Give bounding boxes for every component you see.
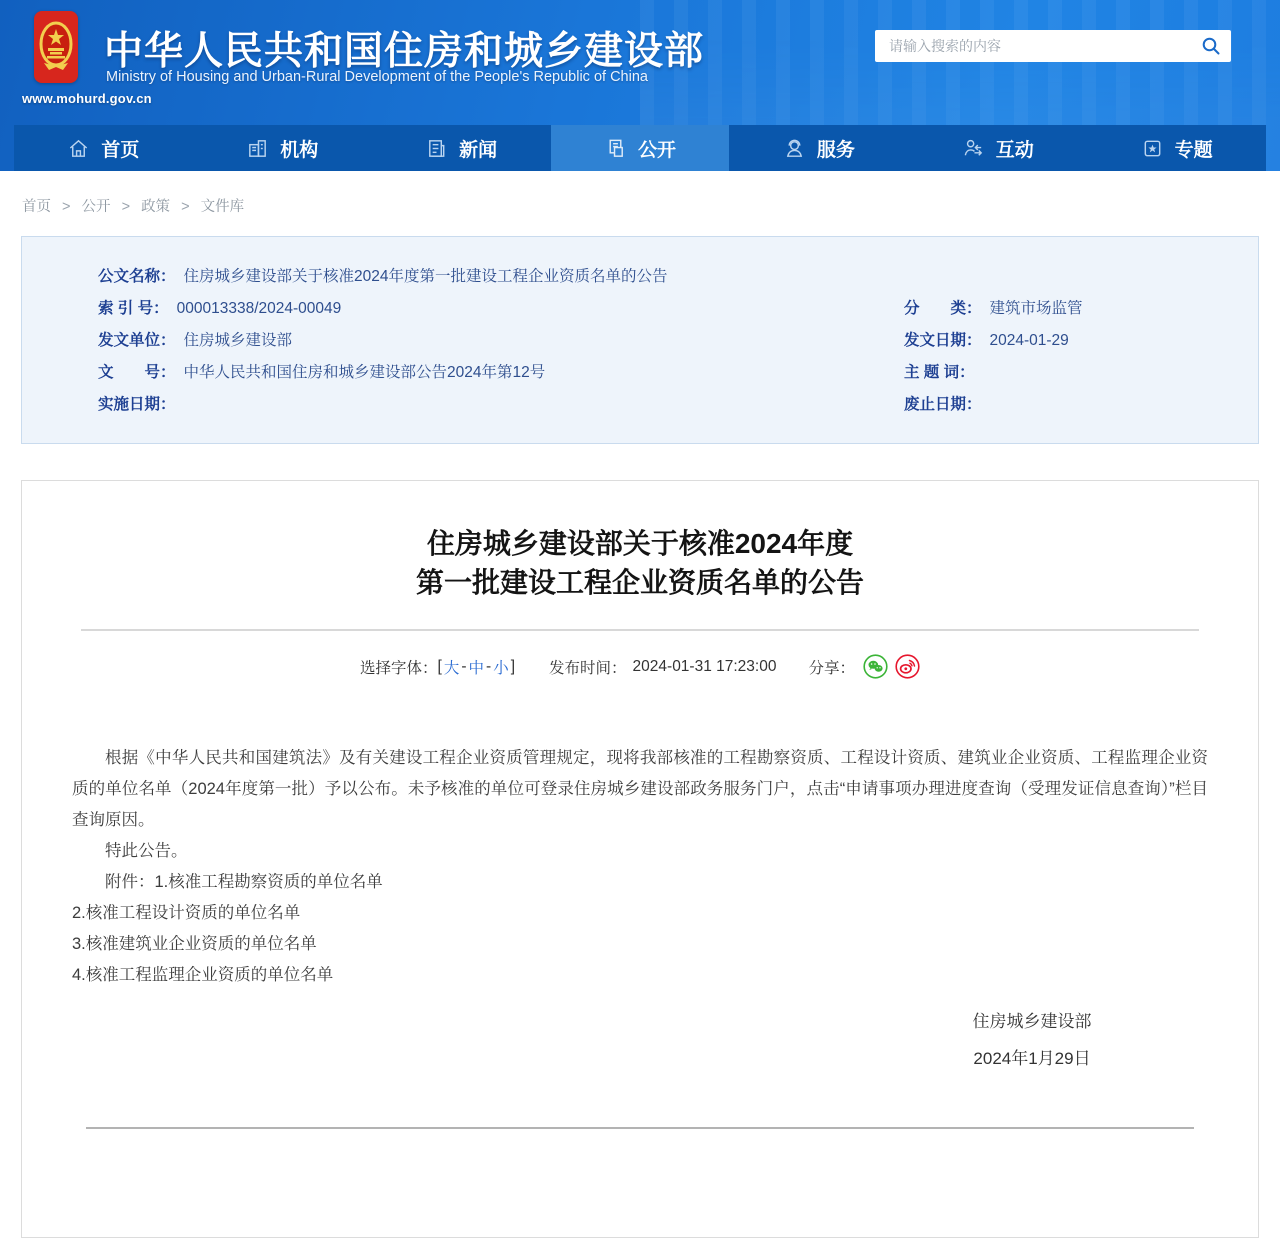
article-meta-bar [22, 654, 1258, 679]
meta-label-index-number: 索 引 号： [98, 300, 169, 317]
meta-label-subject-words: 主 题 词： [904, 364, 975, 381]
meta-row [98, 331, 1258, 351]
interaction-icon [962, 137, 985, 160]
article-card [21, 480, 1259, 1238]
attachment-item: 4.核准工程监理企业资质的单位名单 [72, 966, 334, 984]
meta-label-issuing-unit: 发文单位： [98, 332, 176, 349]
meta-row [98, 299, 1258, 319]
font-size-small[interactable]: 小 [493, 659, 509, 677]
breadcrumb-separator: > [62, 199, 71, 215]
nav-item-label: 服务 [816, 139, 855, 161]
breadcrumb-library[interactable]: 文件库 [200, 199, 245, 215]
font-selector-label: 选择字体： [360, 659, 438, 677]
breadcrumb-separator: > [121, 199, 131, 215]
share-label: 分享： [808, 659, 855, 677]
attachment-label: 附件： [105, 873, 155, 891]
breadcrumb-policy[interactable]: 政策 [141, 199, 171, 215]
meta-value-category: 建筑市场监管 [989, 300, 1083, 317]
bracket-open: [ [437, 657, 442, 675]
nav-item-disclosure[interactable] [551, 125, 730, 171]
disclosure-icon [604, 137, 627, 160]
nav-item-interaction[interactable] [908, 125, 1087, 171]
weibo-share-button[interactable] [895, 654, 920, 679]
signature-issuer: 住房城乡建设部 [972, 1012, 1092, 1031]
breadcrumb-home[interactable]: 首页 [22, 199, 51, 215]
signature-block [952, 1003, 1112, 1077]
breadcrumb-separator: > [181, 199, 190, 215]
meta-value-issue-date: 2024-01-29 [989, 332, 1069, 349]
font-size-selector [360, 656, 515, 678]
meta-value-doc-number: 中华人民共和国住房和城乡建设部公告2024年第12号 [183, 364, 546, 381]
meta-row-title [98, 267, 1258, 287]
header-banner [0, 0, 1280, 171]
share-icons [863, 654, 920, 679]
wechat-share-button[interactable] [863, 654, 888, 679]
nav-item-label: 公开 [638, 139, 677, 161]
national-emblem-icon [39, 18, 73, 76]
nav-item-news[interactable] [372, 125, 551, 171]
article-title-line1: 住房城乡建设部关于核准2024年度 [426, 528, 854, 559]
meta-value-index-number: 000013338/2024-00049 [176, 300, 342, 317]
nav-item-services[interactable] [729, 125, 908, 171]
nav-item-label: 新闻 [459, 139, 498, 161]
meta-value-doc-name: 住房城乡建设部关于核准2024年度第一批建设工程企业资质名单的公告 [183, 268, 668, 285]
meta-label-issue-date: 发文日期： [904, 332, 982, 349]
meta-label-doc-number: 文 号： [98, 364, 176, 381]
bracket-close: ] [510, 657, 516, 675]
article-body [22, 743, 1258, 1077]
meta-value-issuing-unit: 住房城乡建设部 [183, 332, 293, 349]
font-size-large[interactable]: 大 [443, 659, 460, 677]
search-button[interactable] [1191, 30, 1231, 62]
breadcrumb-disclosure[interactable]: 公开 [81, 199, 111, 215]
attachment-item: 3.核准建筑业企业资质的单位名单 [72, 935, 317, 953]
nav-item-label: 机构 [280, 139, 319, 161]
nav-item-home[interactable] [14, 125, 193, 171]
article-title-line2: 第一批建设工程企业资质名单的公告 [415, 567, 864, 598]
home-icon [67, 137, 90, 160]
national-emblem [34, 11, 78, 83]
font-size-separator: - [486, 657, 492, 675]
site-subtitle: Ministry of Housing and Urban-Rural Development of the People's Republic of China [106, 69, 648, 85]
nav-item-label: 互动 [995, 139, 1034, 161]
publish-time-label: 发布时间： [549, 659, 627, 677]
meta-label-category: 分 类： [904, 300, 982, 317]
attachment-item: 2.核准工程设计资质的单位名单 [72, 904, 301, 922]
service-icon [783, 137, 806, 160]
font-size-separator: - [461, 657, 467, 675]
main-nav [14, 125, 1266, 171]
font-size-medium[interactable]: 中 [468, 659, 485, 677]
breadcrumb [22, 195, 1280, 216]
meta-row [98, 363, 1258, 383]
bottom-divider [86, 1127, 1194, 1129]
article-title [22, 524, 1258, 602]
site-title: 中华人民共和国住房和城乡建设部 [104, 30, 705, 73]
nav-item-organization[interactable] [193, 125, 372, 171]
wechat-icon [863, 654, 888, 679]
search-input[interactable] [875, 38, 1191, 54]
meta-label-repeal-date: 废止日期： [904, 396, 982, 413]
site-url: www.mohurd.gov.cn [22, 91, 152, 106]
nav-item-label: 专题 [1174, 139, 1213, 161]
meta-label-effective-date: 实施日期： [98, 396, 176, 413]
nav-item-topics[interactable] [1087, 125, 1266, 171]
news-icon [425, 137, 448, 160]
signature-date: 2024年1月29日 [973, 1049, 1091, 1068]
search-box[interactable] [875, 30, 1231, 62]
meta-row [98, 395, 1258, 415]
meta-label-doc-name: 公文名称： [98, 268, 176, 285]
organization-icon [246, 137, 269, 160]
article-closing-line: 特此公告。 [105, 842, 188, 860]
attachment-line-1 [72, 867, 1208, 898]
attachment-item: 1.核准工程勘察资质的单位名单 [154, 873, 383, 891]
nav-item-label: 首页 [101, 139, 140, 161]
topic-icon [1141, 137, 1164, 160]
weibo-icon [895, 654, 920, 679]
article-paragraph: 根据《中华人民共和国建筑法》及有关建设工程企业资质管理规定，现将我部核准的工程勘察资质、工程设计资质、建筑业企业资质、工程监理企业资质的单位名单（2024年度第一批）予以公布。未予核准的单位可登录住房城乡建设部政务服务门户，点击“申请事项办理进度查询（受理发证信息查询）”栏目查询原因。 [72, 749, 1208, 829]
document-meta-card [21, 236, 1259, 444]
search-icon [1201, 36, 1221, 56]
publish-time-value: 2024-01-31 17:23:00 [632, 657, 777, 675]
title-divider [81, 629, 1199, 631]
